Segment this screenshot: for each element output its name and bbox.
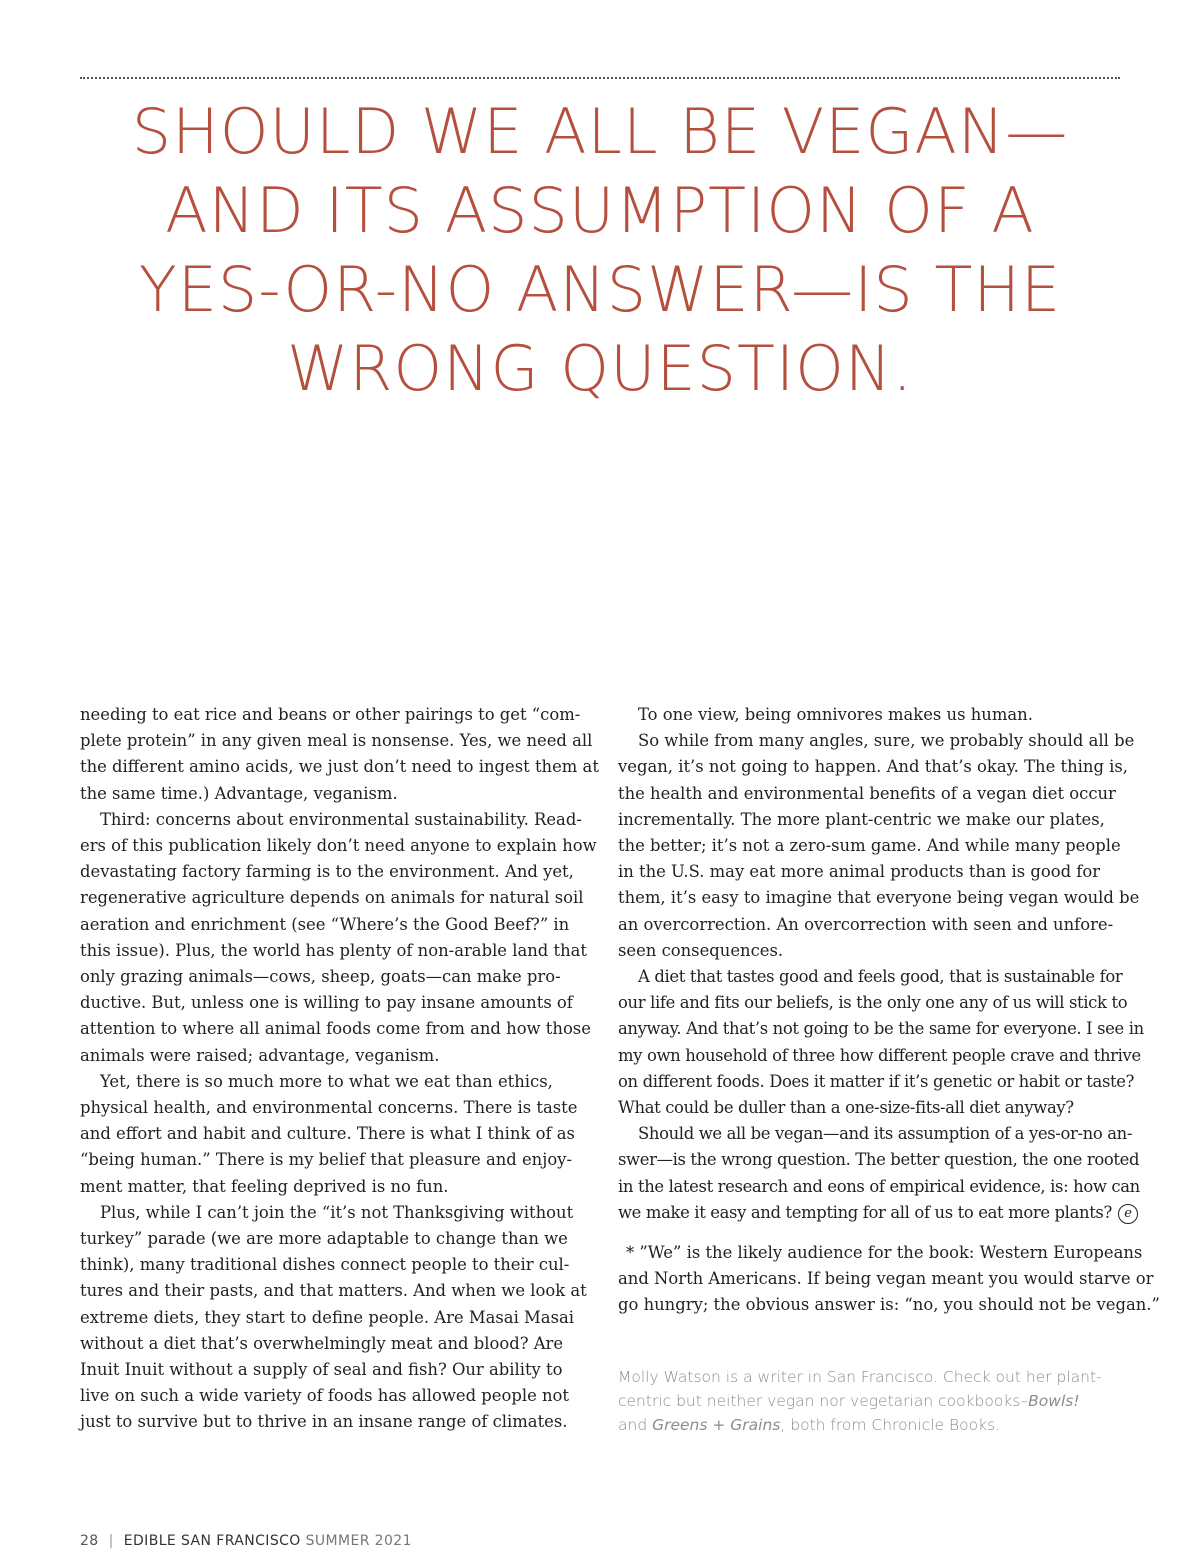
text-line: incrementally. The more plant-centric we make our plates,	[618, 809, 1105, 829]
text-line: aeration and enrichment (see “Where’s the Good Beef?” in	[80, 914, 570, 934]
text-line: ductive. But, unless one is willing to pay insane amounts of	[80, 993, 573, 1013]
text-line: and effort and habit and culture. There is what I think of as	[80, 1124, 575, 1144]
text-line-content: we make it easy and tempting for all of us to eat more plants?	[618, 1202, 1112, 1222]
bio-text: , both from Chronicle Books.	[780, 1416, 1001, 1434]
paragraph	[80, 1069, 592, 1200]
text-line: seen consequences.	[618, 940, 784, 960]
text-line: tures and their pasts, and that matters. And when we look at	[80, 1281, 587, 1301]
text-line: extreme diets, they start to define people. Are Masai Masai	[80, 1307, 575, 1327]
pull-quote-line: SHOULD WE ALL BE VEGAN—	[131, 95, 1069, 168]
pull-quote-line: WRONG QUESTION.	[286, 332, 914, 405]
paragraph	[618, 702, 1122, 728]
paragraph	[80, 702, 599, 807]
text-line: plete protein” in any given meal is nonsense. Yes, we need all	[80, 731, 593, 751]
bio-line: Molly Watson is a writer in San Francisco. Check out her plant-	[618, 1368, 1102, 1386]
page-number: 28	[80, 1533, 99, 1549]
text-line: an overcorrection. An overcorrection with seen and unfore-	[618, 914, 1114, 934]
text-line: ment matter, that feeling deprived is no fun.	[80, 1176, 449, 1196]
text-line: think), many traditional dishes connect people to their cul-	[80, 1255, 570, 1275]
text-line: in the latest research and eons of empirical evidence, is: how can	[618, 1176, 1140, 1196]
text-line: turkey” parade (we are more adaptable to change than we	[80, 1229, 568, 1249]
book-title: Bowls!	[1028, 1392, 1080, 1410]
text-line: Third: concerns about environmental sustainability. Read-	[100, 809, 582, 829]
text-line: live on such a wide variety of foods has allowed people not	[80, 1386, 570, 1406]
text-line: the different amino acids, we just don’t need to ingest them at	[80, 757, 599, 777]
footnote-line: and North Americans. If being vegan meant you would starve or	[618, 1269, 1154, 1289]
text-line: regenerative agriculture depends on animals for natural soil	[80, 888, 584, 908]
text-line: devastating factory farming is to the environment. And yet,	[80, 862, 574, 882]
dotted-top-rule	[80, 77, 1120, 79]
text-line: “being human.” There is my belief that pleasure and enjoy-	[80, 1150, 572, 1170]
text-line: So while from many angles, sure, we probably should all be	[638, 731, 1135, 751]
text-line: in the U.S. may eat more animal products than is good for	[618, 862, 1101, 882]
text-line: vegan, it’s not going to happen. And that’s okay. The thing is,	[618, 757, 1129, 777]
text-line: needing to eat rice and beans or other pairings to get “com-	[80, 705, 581, 724]
bio-text: and	[618, 1416, 653, 1434]
end-mark-icon: e	[1118, 1204, 1138, 1224]
text-line: our life and fits our beliefs, is the only one any of us will stick to	[618, 993, 1128, 1013]
text-line: Yet, there is so much more to what we eat than ethics,	[100, 1071, 553, 1091]
paragraph	[618, 1121, 1140, 1226]
text-line: ers of this publication likely don’t need anyone to explain how	[80, 836, 597, 856]
text-line: without a diet that’s overwhelmingly meat and blood? Are	[80, 1333, 564, 1353]
text-line: swer—is the wrong question. The better question, the one rooted	[618, 1150, 1140, 1170]
text-line: physical health, and environmental concerns. There is taste	[80, 1098, 578, 1118]
book-title: Greens + Grains	[652, 1416, 781, 1434]
author-bio	[618, 1365, 1122, 1437]
footnote-line: go hungry; the obvious answer is: “no, you should not be vegan.”	[618, 1295, 1160, 1315]
text-line: the better; it’s not a zero-sum game. And while many people	[618, 836, 1121, 856]
text-line: Plus, while I can’t join the “it’s not Thanksgiving without	[100, 1202, 574, 1222]
footer-separator: |	[108, 1533, 114, 1549]
text-line: the same time.) Advantage, veganism.	[80, 783, 398, 803]
text-line: Should we all be vegan—and its assumption of a yes-or-no an-	[638, 1124, 1133, 1144]
text-line: animals were raised; advantage, veganism.	[80, 1045, 440, 1065]
text-line: this issue). Plus, the world has plenty of non-arable land that	[80, 940, 587, 960]
text-line: To one view, being omnivores makes us human.	[638, 705, 1033, 724]
paragraph	[618, 728, 1140, 964]
text-line: Inuit Inuit without a supply of seal and fish? Our ability to	[80, 1360, 563, 1380]
footnote-line: * ”We” is the likely audience for the book: Western Europeans	[626, 1243, 1143, 1263]
text-line: A diet that tastes good and feels good, that is sustainable for	[638, 967, 1123, 987]
paragraph	[80, 807, 597, 1069]
issue-date: SUMMER 2021	[305, 1533, 412, 1549]
text-line: attention to where all animal foods come from and how those	[80, 1019, 591, 1039]
pull-quote-line: YES-OR-NO ANSWER—IS THE	[138, 253, 1062, 326]
left-column	[80, 702, 599, 1436]
bio-line	[618, 1389, 1122, 1413]
magazine-name: EDIBLE SAN FRANCISCO	[123, 1533, 301, 1549]
text-line	[618, 1200, 1132, 1226]
bio-line	[618, 1413, 1122, 1437]
footnote	[618, 1240, 1160, 1319]
text-line: my own household of three how different people crave and thrive	[618, 1045, 1141, 1065]
text-line: just to survive but to thrive in an insane range of climates.	[80, 1412, 568, 1432]
right-column	[618, 702, 1160, 1319]
paragraph	[80, 1200, 592, 1436]
text-line: the health and environmental benefits of a vegan diet occur	[618, 783, 1116, 803]
pull-quote-line: AND ITS ASSUMPTION OF A	[165, 174, 1035, 247]
page-footer	[80, 1533, 412, 1549]
text-line: What could be duller than a one-size-fits-all diet anyway?	[618, 1098, 1074, 1118]
bio-text: centric but neither vegan nor vegetarian cookbooks–	[618, 1392, 1029, 1410]
text-line: anyway. And that’s not going to be the same for everyone. I see in	[618, 1019, 1144, 1039]
paragraph	[618, 964, 1144, 1121]
pull-quote	[80, 92, 1120, 408]
text-line: on different foods. Does it matter if it’s genetic or habit or taste?	[618, 1071, 1135, 1091]
text-line: them, it’s easy to imagine that everyone being vegan would be	[618, 888, 1140, 908]
text-line: only grazing animals—cows, sheep, goats—can make pro-	[80, 967, 561, 987]
